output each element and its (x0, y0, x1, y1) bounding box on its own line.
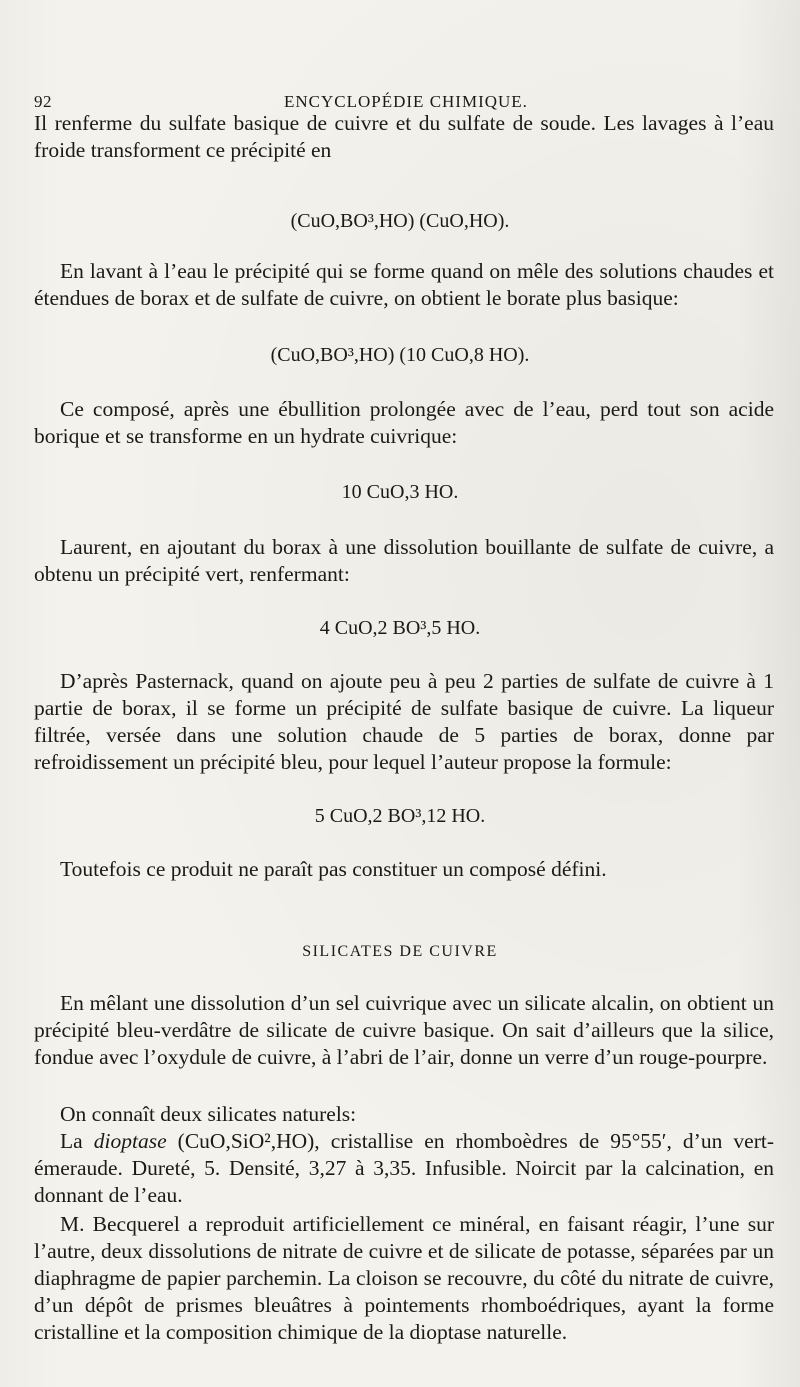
formula-cupric-hydrate: 10 CuO,3 HO. (341, 481, 459, 503)
paragraph-sulfate-wash: Il renferme du sulfate basique de cuivre et du sulfate de soude. Les lavages à l’eau froide transforment ce précipité en (34, 111, 774, 162)
paragraph-silicate-precipitate: En mêlant une dissolution d’un sel cuivrique avec un silicate alcalin, on obtient un précipité bleu-verdâtre de silicate de cuivre basique. On sait d’ailleurs que la silice, fondue avec l’oxydule de cuivre, à l’abri de l’air, donne un verre d’un rouge-pourpre. (34, 991, 774, 1069)
dioptase-description: (CuO,SiO²,HO), cristallise en rhomboèdres de 95°55′, d’un vert-émeraude. Dureté, 5. Densité, 3,27 à 3,35. Infusible. Noircit par la calcination, en donnant de l’eau. (34, 1129, 774, 1207)
section-title-silicates: SILICATES DE CUIVRE (302, 943, 498, 960)
paragraph-pasternack: D’après Pasternack, quand on ajoute peu à peu 2 parties de sulfate de cuivre à 1 partie de borax, il se forme un précipité de sulfate basique de cuivre. La liqueur filtrée, versée dans une solution chaude de 5 parties de borax, donne par refroidissement un précipité bleu, pour lequel l’auteur propose la formule: (34, 669, 774, 774)
paragraph-dioptase (34, 1128, 774, 1209)
paragraph-laurent: Laurent, en ajoutant du borax à une dissolution bouillante de sulfate de cuivre, a obtenu un précipité vert, renfermant: (34, 535, 774, 586)
dioptase-term: dioptase (93, 1129, 167, 1153)
paragraph-becquerel: M. Becquerel a reproduit artificiellement ce minéral, en faisant réagir, l’une sur l’autre, deux dissolutions de nitrate de cuivre et de silicate de potasse, séparées par un diaphragme de papier parchemin. La cloison se recouvre, du côté du nitrate de cuivre, d’un dépôt de prismes bleuâtres à pointements rhomboédriques, ayant la forme cristalline et la composition chimique de la dioptase naturelle. (34, 1212, 774, 1344)
formula-more-basic-borate: (CuO,BO³,HO) (10 CuO,8 HO). (270, 344, 530, 366)
paragraph-natural-silicates: On connaît deux silicates naturels: (60, 1102, 357, 1126)
paragraph-not-defined: Toutefois ce produit ne paraît pas constituer un composé défini. (60, 857, 607, 881)
dioptase-lead: La (60, 1129, 94, 1153)
formula-basic-borate: (CuO,BO³,HO) (CuO,HO). (290, 210, 510, 232)
page-number: 92 (34, 92, 52, 111)
running-title: ENCYCLOPÉDIE CHIMIQUE. (284, 92, 528, 111)
paragraph-ebullition: Ce composé, après une ébullition prolongée avec de l’eau, perd tout son acide borique et se transforme en un hydrate cuivrique: (34, 397, 774, 448)
formula-laurent-precipitate: 4 CuO,2 BO³,5 HO. (319, 617, 481, 639)
paragraph-borax-solution: En lavant à l’eau le précipité qui se forme quand on mêle des solutions chaudes et étendues de borax et de sulfate de cuivre, on obtient le borate plus basique: (34, 259, 774, 310)
formula-pasternack-precipitate: 5 CuO,2 BO³,12 HO. (314, 805, 486, 827)
